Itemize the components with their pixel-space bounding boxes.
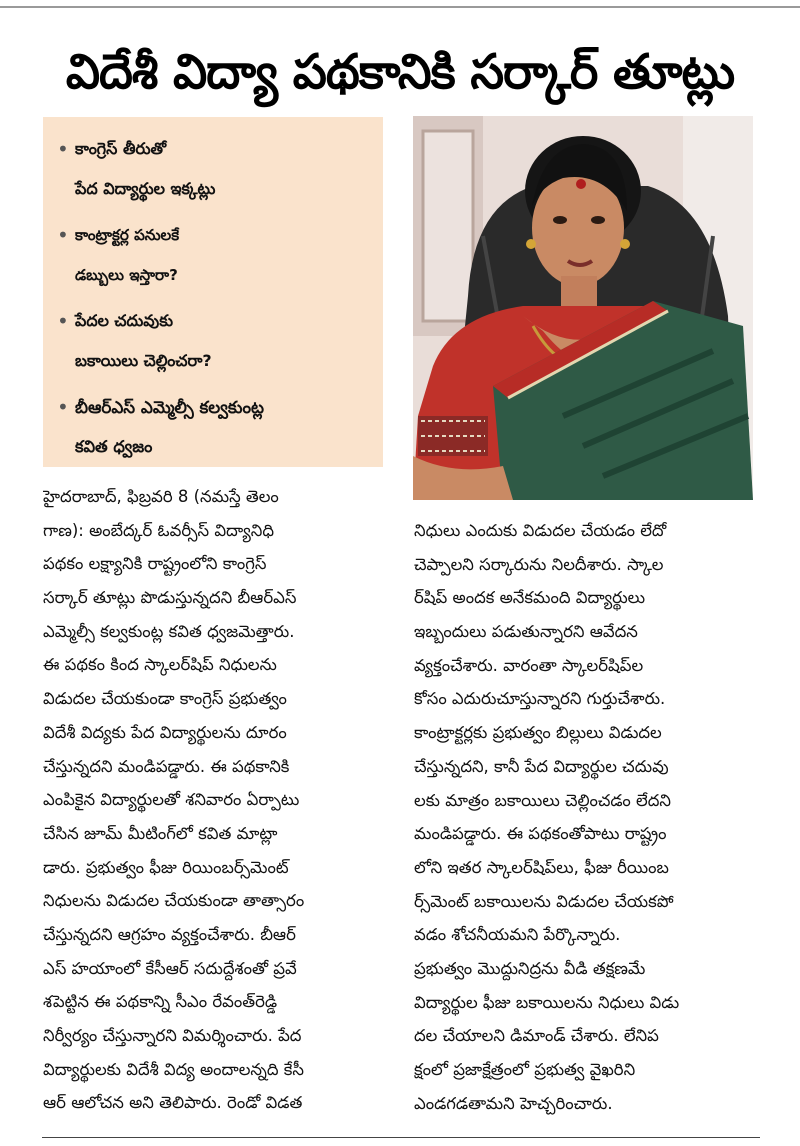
article-line: విడుదల చేయకుండా కాంగ్రెస్ ప్రభుత్వం xyxy=(43,689,287,709)
article-line: విదేశీ విద్యకు పేద విద్యార్థులను దూరం xyxy=(43,722,287,742)
article-line: చేస్తున్నదని, కానీ పేద విద్యార్థుల చదువు xyxy=(414,756,669,776)
article-line: ఎంపికైన విద్యార్థులతో శనివారం ఏర్పాటు xyxy=(43,790,300,810)
article-line: పథకం లక్ష్యానికి రాష్ట్రంలోని కాంగ్రెస్ xyxy=(43,554,267,574)
highlight-line: బీఆర్ఎస్ ఎమ్మెల్సీ కల్వకుంట్ల xyxy=(75,397,264,417)
article-line: ఎమ్మెల్సీ కల్వకుంట్ల కవిత ధ్వజమెత్తారు. xyxy=(43,621,295,641)
highlights-box xyxy=(43,117,383,467)
top-rule xyxy=(0,6,800,8)
article-line: ఎండగడతామని హెచ్చరించారు. xyxy=(414,1093,613,1113)
article-line: మండిపడ్డారు. ఈ పథకంతోపాటు రాష్ట్రం xyxy=(414,824,667,844)
article-line: శపెట్టిన ఈ పథకాన్ని సీఎం రేవంత్‌రెడ్డి xyxy=(43,992,278,1012)
highlight-line: పేదల చదువుకు xyxy=(75,311,174,330)
portrait-photo xyxy=(413,116,753,500)
bullet-icon: • xyxy=(57,395,69,419)
headline: విదేశీ విద్యా పథకానికి సర్కార్ తూట్లు xyxy=(65,44,735,100)
article-line: చేస్తున్నదని ఆగ్రహం వ్యక్తంచేశారు. బీఆర్ xyxy=(43,924,296,944)
article-line: నిధులు ఎందుకు విడుదల చేయడం లేదో xyxy=(414,521,667,540)
article-line: కోసం ఎదురుచూస్తున్నారని గుర్తుచేశారు. xyxy=(414,689,666,709)
article-line: సర్కార్ తూట్లు పొడుస్తున్నదని బీఆర్ఎస్ xyxy=(43,588,297,608)
article-line: ఈ పథకం కింద స్కాలర్‌షిప్ నిధులను xyxy=(43,655,277,675)
highlight-item xyxy=(57,215,373,295)
highlight-line: డబ్బులు ఇస్తారా? xyxy=(75,266,178,284)
article-line: ఎస్ హయాంలో కేసీఆర్ సదుద్దేశంతో ప్రవే xyxy=(43,958,297,978)
highlight-line: కాంగ్రెస్ తీరుతో xyxy=(75,139,167,158)
article-line: కాంట్రాక్టర్లకు ప్రభుత్వం బిల్లులు విడుదల xyxy=(414,723,662,743)
article-line: చేస్తున్నదని మండిపడ్డారు. ఈ పథకానికి xyxy=(43,756,290,776)
article-line: లోని ఇతర స్కాలర్‌షిప్‌లు, ఫీజు రీయింబ xyxy=(414,857,669,877)
highlight-item xyxy=(57,129,373,209)
bullet-icon: • xyxy=(57,309,69,333)
bullet-icon: • xyxy=(57,137,69,161)
highlight-item xyxy=(57,387,373,467)
highlight-line: పేద విద్యార్థుల ఇక్కట్లు xyxy=(75,179,216,198)
bullet-icon: • xyxy=(57,223,69,247)
highlight-item xyxy=(57,301,373,381)
article-line: చెప్పాలని సర్కారును నిలదీశారు. స్కాల xyxy=(414,554,664,574)
article-line: హైదరాబాద్, ఫిబ్రవరి 8 (నమస్తే తెలం xyxy=(43,487,279,506)
article-line: ఆర్ ఆలోచన అని తెలిపారు. రెండో విడత xyxy=(43,1093,303,1113)
article-line: వ్యక్తంచేశారు. వారంతా స్కాలర్‌షిప్‌ల xyxy=(414,655,644,675)
highlight-line: కాంట్రాక్టర్ల పనులకే xyxy=(75,226,180,244)
article-line: వడం శోచనీయమని పేర్కొన్నారు. xyxy=(414,925,621,945)
portrait-illustration xyxy=(413,116,753,500)
highlight-line: కవిత ధ్వజం xyxy=(75,437,153,456)
article-line: లకు మాత్రం బకాయిలు చెల్లించడం లేదని xyxy=(414,790,671,810)
article-column-left xyxy=(43,480,391,1120)
highlight-line: బకాయిలు చెల్లించరా? xyxy=(75,351,212,370)
article-line: విద్యార్థుల ఫీజు బకాయిలను నిధులు విడు xyxy=(414,992,680,1012)
article-line: చేసిన జూమ్ మీటింగ్‌లో కవిత మాట్లా xyxy=(43,823,278,843)
article-line: నిధులను విడుదల చేయకుండా తాత్సారం xyxy=(43,891,305,911)
article-line: గాణ): అంబేద్కర్ ఓవర్సీస్ విద్యానిధి xyxy=(43,520,274,540)
article-line: ప్రభుత్వం మొద్దునిద్రను వీడి తక్షణమే xyxy=(414,958,646,978)
article-line: విద్యార్థులకు విదేశీ విద్య అందాలన్నది కేసీ xyxy=(43,1059,304,1079)
article-line: నిర్వీర్యం చేస్తున్నారని విమర్శించారు. పేద xyxy=(43,1026,302,1045)
bottom-rule xyxy=(42,1137,760,1138)
article-line: ఇబ్బందులు పడుతున్నారని ఆవేదన xyxy=(414,622,638,642)
article-line: ర్స్‌మెంట్ బకాయిలను విడుదల చేయకపో xyxy=(414,891,674,911)
article-line: క్షంలో ప్రజాక్షేత్రంలో ప్రభుత్వ వైఖరిని xyxy=(414,1060,636,1079)
article-line: డారు. ప్రభుత్వం ఫీజు రియింబర్స్‌మెంట్ xyxy=(43,857,289,877)
article-line: ర్‌షిప్ అందక అనేకమంది విద్యార్థులు xyxy=(414,588,646,608)
article-line: దల చేయాలని డిమాండ్ చేశారు. లేనిప xyxy=(414,1026,659,1046)
article-column-right xyxy=(414,514,752,1120)
